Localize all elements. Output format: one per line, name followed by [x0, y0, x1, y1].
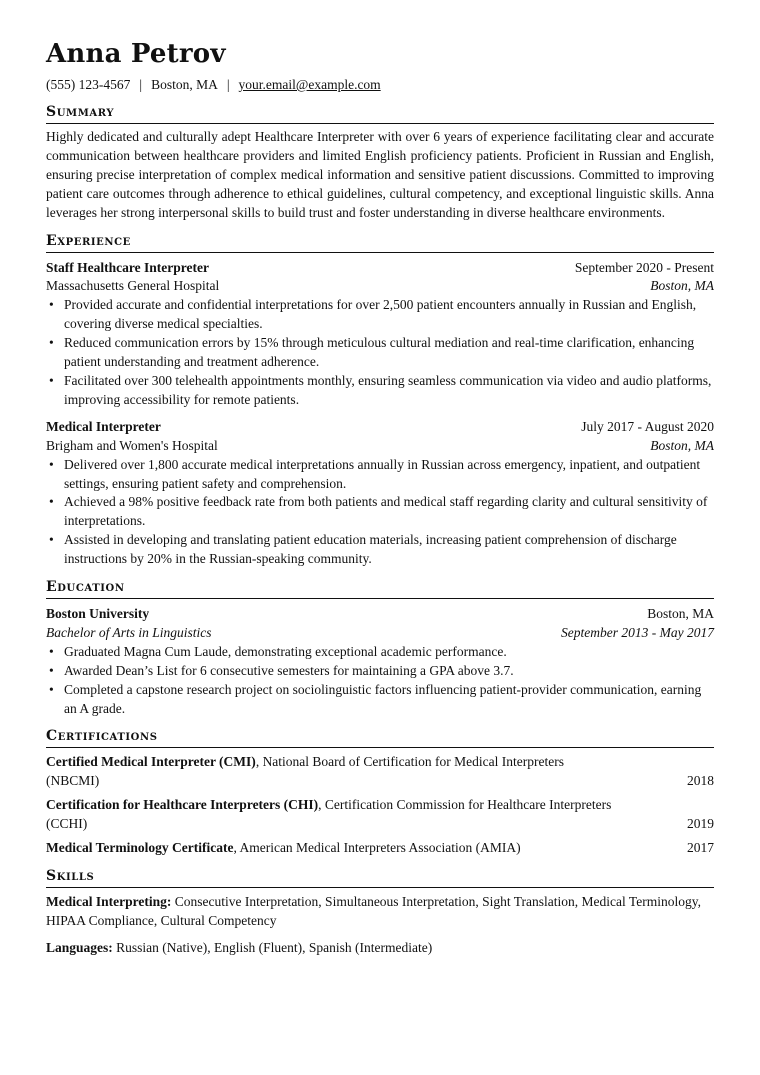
- education-entry: [46, 605, 714, 718]
- cert-year: 2019: [687, 816, 714, 832]
- job-entry: [46, 418, 714, 569]
- certifications-section: [46, 727, 714, 858]
- skill-label: Medical Interpreting:: [46, 894, 172, 909]
- section-title-education: Education: [46, 578, 714, 599]
- candidate-name: Anna Petrov: [46, 39, 226, 69]
- skill-line: [46, 939, 714, 958]
- cert-issuer: , National Board of Certification for Medical Interpreters: [255, 754, 564, 770]
- email-link[interactable]: your.email@example.com: [238, 77, 381, 92]
- skill-value: Consecutive Interpretation, Simultaneous Interpretation, Sight Translation, Medical Terminology, HIPAA Compliance, Cultural Competency: [46, 894, 701, 928]
- job-role: Staff Healthcare Interpreter: [46, 259, 209, 275]
- section-title-certifications: Certifications: [46, 727, 714, 748]
- job-bullets: [46, 296, 714, 409]
- degree: Bachelor of Arts in Linguistics: [46, 624, 212, 640]
- job-bullets: [46, 456, 714, 569]
- cert-issuer: , American Medical Interpreters Association (AMIA): [233, 840, 521, 856]
- cert-issuer-cont: (CCHI): [46, 816, 88, 832]
- cert-issuer-cont: (NBCMI): [46, 773, 100, 789]
- job-dates: July 2017 - August 2020: [581, 418, 714, 434]
- school-location: Boston, MA: [647, 606, 714, 622]
- school-name: Boston University: [46, 606, 150, 622]
- cert-name: Certification for Healthcare Interpreters (CHI): [46, 797, 319, 813]
- job-location: Boston, MA: [650, 278, 714, 294]
- job-role: Medical Interpreter: [46, 418, 161, 434]
- list-item: • Achieved a 98% positive feedback rate from both patients and medical staff regarding clarity and cultural sensitivity of interpretations.: [46, 493, 714, 531]
- cert-year: 2018: [687, 773, 714, 789]
- skill-label: Languages:: [46, 939, 113, 955]
- list-item: • Delivered over 1,800 accurate medical interpretations annually in Russian across emergency, inpatient, and outpatient settings, ensuring patient safety and comprehension.: [46, 456, 714, 494]
- skill-value: Russian (Native), English (Fluent), Spanish (Intermediate): [112, 939, 433, 955]
- experience-section: [46, 232, 714, 570]
- summary-text: Highly dedicated and culturally adept Healthcare Interpreter with over 6 years of experience facilitating clear and accurate communication between healthcare providers and limited English proficiency patients. Proficient in Russian and English, ensuring precise interpretation of complex medical information and sensitive patient discussions. Committed to improving patient care outcomes through adherence to ethical guidelines, cultural competency, and exceptional linguistic skills. Anna leverages her strong interpersonal skills to build trust and foster understanding in diverse healthcare environments.: [46, 129, 714, 220]
- cert-issuer: , Certification Commission for Healthcare Interpreters: [318, 797, 612, 813]
- list-item: • Assisted in developing and translating patient education materials, increasing patient comprehension of discharge instructions by 20% in the Russian-speaking community.: [46, 531, 714, 569]
- job-org: Massachusetts General Hospital: [46, 278, 220, 294]
- cert-year: 2017: [687, 840, 714, 856]
- job-location: Boston, MA: [650, 437, 714, 453]
- certification-item: [46, 796, 714, 834]
- list-item: • Graduated Magna Cum Laude, demonstrating exceptional academic performance.: [46, 643, 714, 662]
- location: Boston, MA: [151, 77, 218, 92]
- certification-item: [46, 839, 714, 858]
- phone: (555) 123-4567: [46, 77, 131, 92]
- list-item: • Awarded Dean’s List for 6 consecutive semesters for maintaining a GPA above 3.7.: [46, 662, 714, 681]
- resume-page: [46, 38, 714, 958]
- cert-name: Medical Terminology Certificate: [46, 840, 234, 856]
- list-item: • Completed a capstone research project on sociolinguistic factors influencing patient-provider communication, earning an A grade.: [46, 681, 714, 719]
- summary-section: [46, 103, 714, 223]
- skill-line: [46, 893, 714, 931]
- cert-name: Certified Medical Interpreter (CMI): [46, 754, 256, 770]
- education-section: [46, 578, 714, 718]
- skills-section: [46, 867, 714, 958]
- certification-item: [46, 753, 714, 791]
- job-org: Brigham and Women's Hospital: [46, 437, 218, 453]
- contact-line: [46, 76, 714, 94]
- job-dates: September 2020 - Present: [574, 259, 714, 275]
- list-item: • Reduced communication errors by 15% through meticulous cultural mediation and real-time clarification, enhancing patient understanding and treatment adherence.: [46, 334, 714, 372]
- separator: |: [139, 77, 143, 92]
- section-title-experience: Experience: [46, 232, 714, 253]
- education-bullets: [46, 643, 714, 719]
- section-title-summary: Summary: [46, 103, 714, 124]
- section-title-skills: Skills: [46, 867, 714, 888]
- education-dates: September 2013 - May 2017: [561, 624, 714, 640]
- job-entry: [46, 259, 714, 410]
- list-item: • Provided accurate and confidential interpretations for over 2,500 patient encounters annually in Russian and English, covering diverse medical specialties.: [46, 296, 714, 334]
- separator: |: [226, 77, 230, 92]
- list-item: • Facilitated over 300 telehealth appointments monthly, ensuring seamless communication via video and audio platforms, improving accessibility for remote patients.: [46, 372, 714, 410]
